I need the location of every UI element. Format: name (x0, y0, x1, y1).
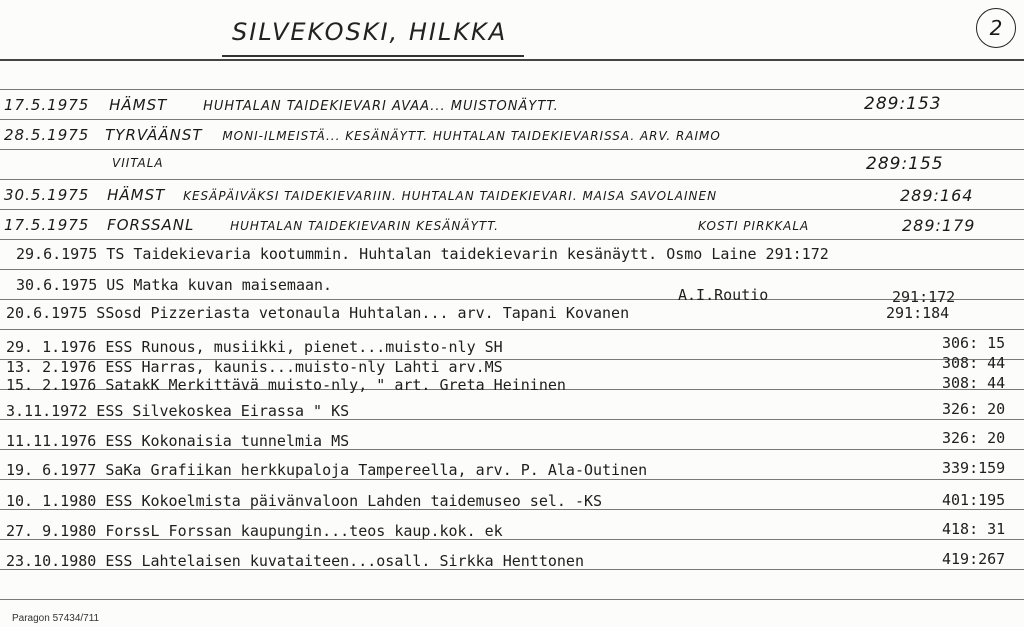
entry-ref: 308: 44 (942, 354, 1006, 372)
footer-label: Paragon 57434/711 (12, 613, 100, 624)
entry-text: HUHTALAN TAIDEKIEVARIN KESÄNÄYTT. (230, 219, 499, 233)
entry-author: KOSTI PIRKKALA (698, 219, 810, 233)
entry-ref: 339:159 (942, 459, 1006, 477)
typed-entry: 23.10.1980 ESS Lahtelaisen kuvataiteen...osall. Sirkka Henttonen (6, 552, 584, 570)
typed-entry: 27. 9.1980 ForssL Forssan kaupungin...teos kaup.kok. ek (6, 522, 503, 540)
typed-entry: 29.6.1975 TS Taidekievaria kootummin. Huhtalan taidekievarin kesänäytt. Osmo Laine 291:172 (16, 245, 829, 263)
typed-entry: 29. 1.1976 ESS Runous, musiikki, pienet...muisto-nly SH (6, 338, 503, 356)
rule-line (0, 89, 1024, 90)
rule-line (0, 179, 1024, 180)
rule-line (0, 149, 1024, 150)
entry-ref: 401:195 (942, 491, 1006, 509)
entry-ref: 418: 31 (942, 520, 1006, 538)
entry-text: KESÄPÄIVÄKSI TAIDEKIEVARIIN. HUHTALAN TAIDEKIEVARI. MAISA SAVOLAINEN (183, 189, 718, 203)
rule-line (0, 59, 1024, 61)
entry-text: HUHTALAN TAIDEKIEVARI AVAA... MUISTONÄYTT. (203, 99, 559, 114)
entry-source: TYRVÄÄNST (105, 126, 203, 144)
entry-ref: 326: 20 (942, 429, 1006, 447)
entry-date: 17.5.1975 (4, 96, 90, 114)
card-title: SILVEKOSKI, HILKKA (232, 18, 508, 46)
handwritten-entry (4, 186, 717, 204)
entry-ref: 289:179 (902, 216, 976, 235)
rule-line (0, 299, 1024, 300)
rule-line (0, 599, 1024, 600)
entry-ref: 419:267 (942, 550, 1006, 568)
handwritten-entry (4, 126, 721, 144)
entry-date: 30.5.1975 (4, 186, 90, 204)
entry-ref: 289:164 (900, 186, 974, 205)
entry-text: MONI-ILMEISTÄ... KESÄNÄYTT. HUHTALAN TAIDEKIEVARISSA. ARV. RAIMO (222, 129, 721, 143)
entry-source: HÄMST (107, 186, 166, 204)
rule-line (0, 119, 1024, 120)
entry-ref: 291:184 (886, 304, 950, 322)
typed-entry: 30.6.1975 US Matka kuvan maisemaan. (16, 276, 333, 294)
entry-ref: 291:172 (892, 288, 956, 306)
rule-line (0, 269, 1024, 270)
entry-ref: 306: 15 (942, 334, 1006, 352)
typed-entry: 13. 2.1976 ESS Harras, kaunis...muisto-nly Lahti arv.MS (6, 358, 503, 376)
entry-ref: 289:155 (866, 154, 944, 174)
entry-date: 28.5.1975 (4, 126, 90, 144)
handwritten-entry (4, 96, 559, 114)
entry-text: VIITALA (112, 156, 164, 170)
typed-entry: 19. 6.1977 SaKa Grafiikan herkkupaloja Tampereella, arv. P. Ala-Outinen (6, 461, 648, 479)
typed-entry: 20.6.1975 SSosd Pizzeriasta vetonaula Huhtalan... arv. Tapani Kovanen (6, 304, 630, 322)
title-underline (222, 55, 524, 57)
typed-entry: 11.11.1976 ESS Kokonaisia tunnelmia MS (6, 432, 350, 450)
typed-entry: 15. 2.1976 SatakK Merkittävä muisto-nly, " art. Greta Heininen (6, 376, 566, 394)
typed-entry: 3.11.1972 ESS Silvekoskea Eirassa " KS (6, 402, 350, 420)
rule-line (0, 329, 1024, 330)
rule-line (0, 239, 1024, 240)
entry-ref: 308: 44 (942, 374, 1006, 392)
typed-entry: 10. 1.1980 ESS Kokoelmista päivänvaloon Lahden taidemuseo sel. -KS (6, 492, 603, 510)
page-number-badge: 2 (976, 8, 1016, 48)
rule-line (0, 479, 1024, 480)
entry-ref: 326: 20 (942, 400, 1006, 418)
handwritten-entry (4, 216, 499, 234)
entry-author: A.I.Routio (678, 286, 769, 304)
entry-source: FORSSANL (107, 216, 195, 234)
rule-line (0, 209, 1024, 210)
entry-ref: 289:153 (864, 94, 942, 114)
entry-date: 17.5.1975 (4, 216, 90, 234)
entry-source: HÄMST (109, 96, 168, 114)
